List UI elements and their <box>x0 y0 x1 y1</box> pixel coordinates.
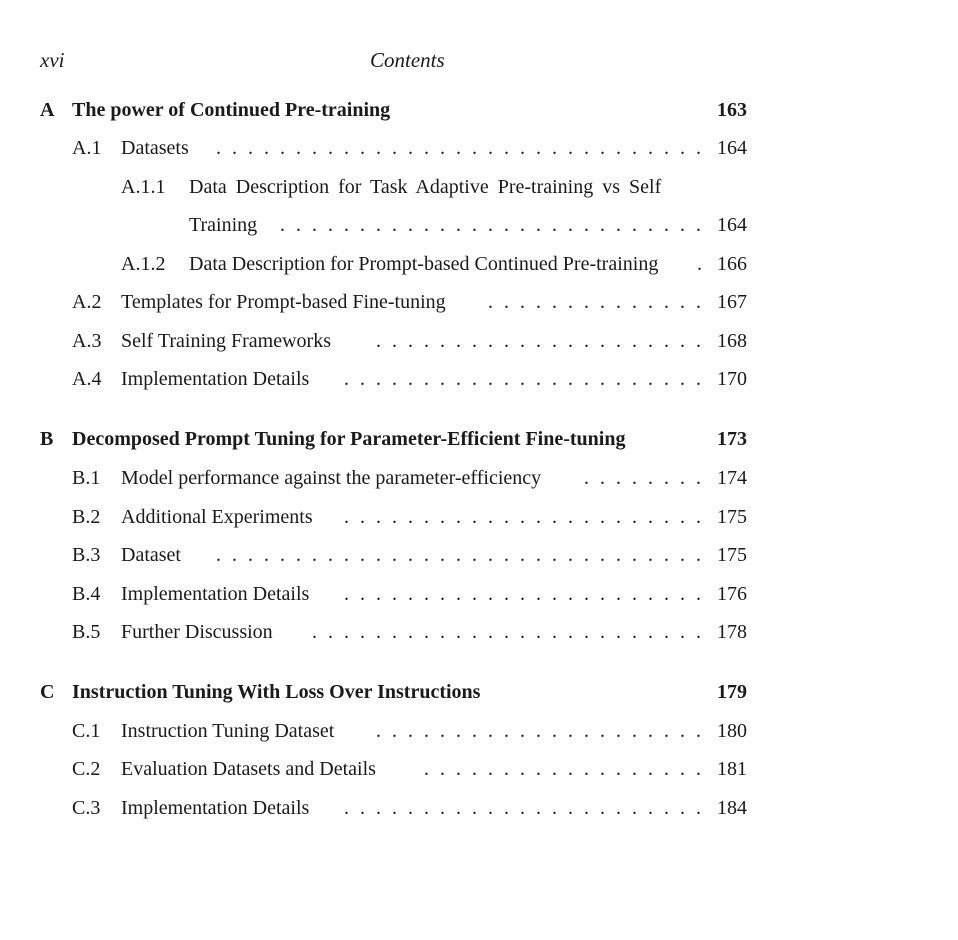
section-title: Implementation Details <box>121 797 310 819</box>
chapter-page: 179 <box>717 681 747 703</box>
section-page: 181 <box>717 758 747 780</box>
section-title: Templates for Prompt-based Fine-tuning <box>121 291 446 313</box>
page-number: xvi <box>40 48 65 72</box>
toc-subsection-a1-1[interactable] <box>0 174 958 200</box>
section-number: A.3 <box>72 330 102 352</box>
section-title: Model performance against the parameter-efficiency <box>121 467 542 489</box>
toc-chapter-b[interactable] <box>0 426 958 452</box>
section-page: 164 <box>717 137 747 159</box>
section-title: Evaluation Datasets and Details <box>121 758 376 780</box>
section-title: Implementation Details <box>121 583 310 605</box>
section-page: 167 <box>717 291 747 313</box>
section-title: Implementation Details <box>121 368 310 390</box>
section-title: Dataset <box>121 544 181 566</box>
subsection-title-line1: Data Description for Task Adaptive Pre-training vs Self <box>189 176 662 198</box>
toc-section-b3[interactable] <box>0 542 958 568</box>
dot-leader: . <box>697 253 702 275</box>
chapter-number: C <box>40 681 55 703</box>
chapter-title: The power of Continued Pre-training <box>72 99 391 121</box>
toc-section-b5[interactable] <box>0 619 958 645</box>
dot-leader: . . . . . . . . . . . . . . . . . . . . . . . . . . . . . . . <box>216 137 701 159</box>
toc-section-a1[interactable] <box>0 135 958 161</box>
toc-section-c2[interactable] <box>0 756 958 782</box>
dot-leader: . . . . . . . . . . . . . . . . . . . . . . . . . . . <box>280 214 701 236</box>
section-number: B.1 <box>72 467 101 489</box>
section-number: B.4 <box>72 583 101 605</box>
section-number: A.4 <box>72 368 102 390</box>
subsection-number: A.1.2 <box>121 253 166 275</box>
dot-leader: . . . . . . . . . . . . . . <box>488 291 701 313</box>
chapter-title: Instruction Tuning With Loss Over Instructions <box>72 681 481 703</box>
toc-section-b2[interactable] <box>0 504 958 530</box>
section-number: C.2 <box>72 758 101 780</box>
section-page: 168 <box>717 330 747 352</box>
dot-leader: . . . . . . . . . . . . . . . . . . <box>424 758 701 780</box>
dot-leader: . . . . . . . . . . . . . . . . . . . . . . . . . . . . . . . <box>216 544 701 566</box>
section-title: Datasets <box>121 137 189 159</box>
toc-chapter-a[interactable] <box>0 97 958 123</box>
toc-subsection-a1-1-cont[interactable] <box>0 212 958 238</box>
section-title: Further Discussion <box>121 621 273 643</box>
section-page: 176 <box>717 583 747 605</box>
dot-leader: . . . . . . . . . . . . . . . . . . . . . . . <box>344 797 701 819</box>
dot-leader: . . . . . . . . . . . . . . . . . . . . . <box>376 330 701 352</box>
page-header <box>40 48 747 74</box>
section-title: Self Training Frameworks <box>121 330 331 352</box>
dot-leader: . . . . . . . . . . . . . . . . . . . . . <box>376 720 701 742</box>
running-title: Contents <box>370 48 445 72</box>
chapter-title: Decomposed Prompt Tuning for Parameter-Efficient Fine-tuning <box>72 428 626 450</box>
chapter-number: B <box>40 428 54 450</box>
subsection-page: 166 <box>717 253 747 275</box>
toc-section-a4[interactable] <box>0 366 958 392</box>
toc-chapter-c[interactable] <box>0 679 958 705</box>
chapter-page: 173 <box>717 428 747 450</box>
chapter-page: 163 <box>717 99 747 121</box>
section-number: A.1 <box>72 137 102 159</box>
section-page: 175 <box>717 506 747 528</box>
subsection-title: Data Description for Prompt-based Continued Pre-training <box>189 253 659 275</box>
section-page: 180 <box>717 720 747 742</box>
toc-subsection-a1-2[interactable] <box>0 251 958 277</box>
dot-leader: . . . . . . . . <box>584 467 701 489</box>
section-number: B.3 <box>72 544 101 566</box>
toc-section-a3[interactable] <box>0 328 958 354</box>
section-page: 175 <box>717 544 747 566</box>
toc-section-a2[interactable] <box>0 289 958 315</box>
section-number: A.2 <box>72 291 102 313</box>
section-number: C.3 <box>72 797 101 819</box>
dot-leader: . . . . . . . . . . . . . . . . . . . . . . . <box>344 368 701 390</box>
dot-leader: . . . . . . . . . . . . . . . . . . . . . . . <box>344 506 701 528</box>
toc-section-c3[interactable] <box>0 795 958 821</box>
section-title: Instruction Tuning Dataset <box>121 720 335 742</box>
chapter-number: A <box>40 99 55 121</box>
dot-leader: . . . . . . . . . . . . . . . . . . . . . . . <box>344 583 701 605</box>
toc-section-b1[interactable] <box>0 465 958 491</box>
dot-leader: . . . . . . . . . . . . . . . . . . . . . . . . . <box>312 621 701 643</box>
subsection-page: 164 <box>717 214 747 236</box>
section-number: B.5 <box>72 621 101 643</box>
subsection-title-line2: Training <box>189 214 258 236</box>
section-number: C.1 <box>72 720 101 742</box>
toc-section-c1[interactable] <box>0 718 958 744</box>
subsection-number: A.1.1 <box>121 176 166 198</box>
section-title: Additional Experiments <box>121 506 313 528</box>
toc-section-b4[interactable] <box>0 581 958 607</box>
section-page: 184 <box>717 797 747 819</box>
section-page: 174 <box>717 467 747 489</box>
section-number: B.2 <box>72 506 101 528</box>
section-page: 178 <box>717 621 747 643</box>
section-page: 170 <box>717 368 747 390</box>
